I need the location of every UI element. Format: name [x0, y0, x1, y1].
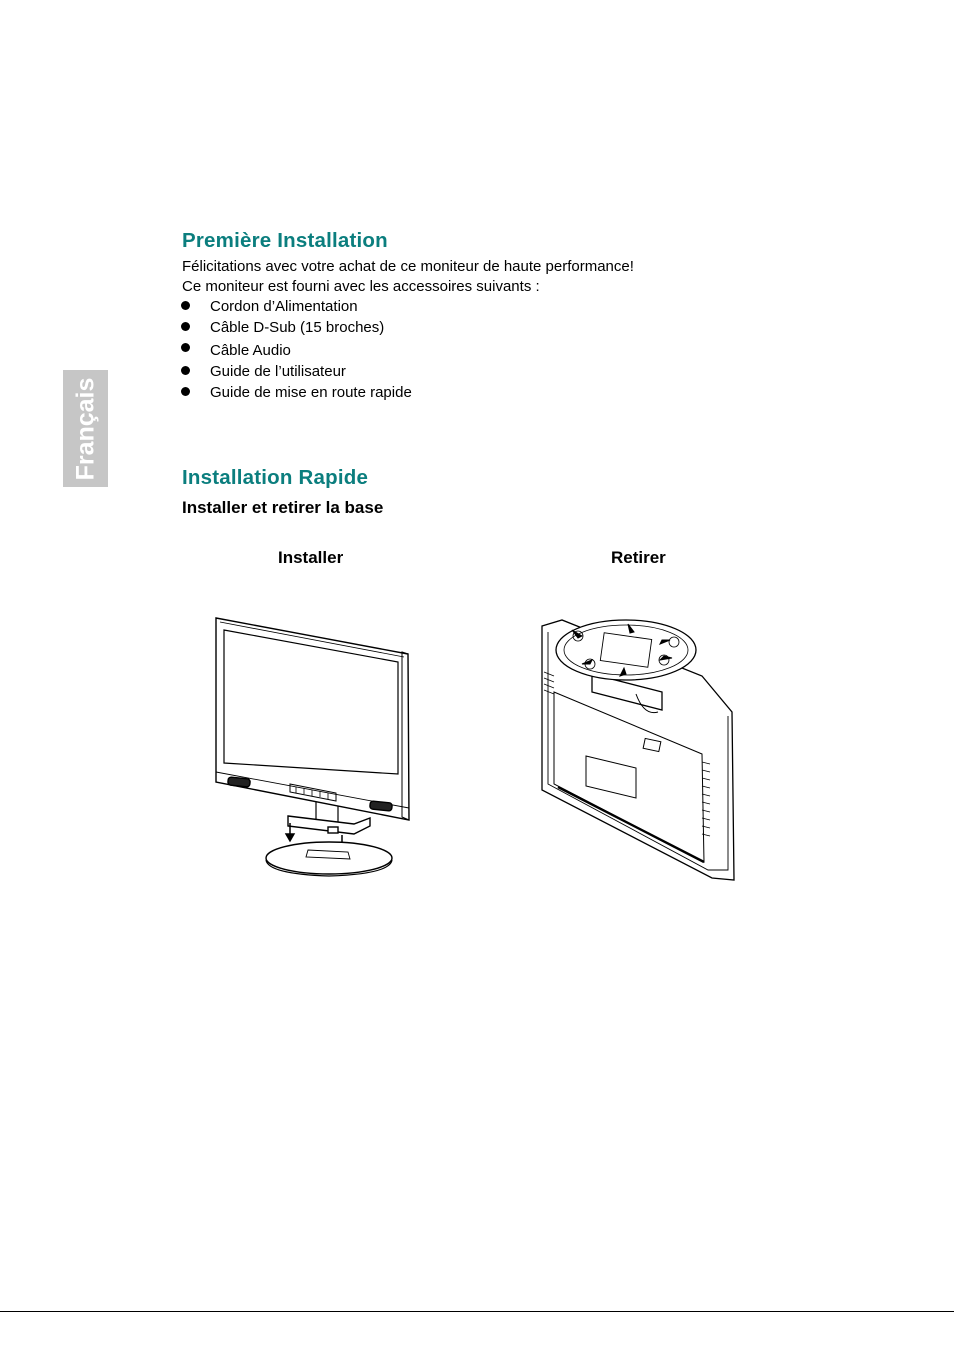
bullet-icon [181, 322, 190, 331]
intro-line-2: Ce moniteur est fourni avec les accessoires suivants : [182, 278, 540, 295]
bullet-icon [181, 343, 190, 352]
monitor-remove-illustration [532, 612, 742, 884]
bullet-icon [181, 387, 190, 396]
language-side-tab [63, 370, 108, 487]
section-title-quick-installation: Installation Rapide [182, 466, 369, 489]
section-title-first-installation: Première Installation [182, 229, 388, 252]
monitor-install-illustration [208, 612, 418, 880]
figure-label-remove: Retirer [611, 548, 666, 567]
figure-label-install: Installer [278, 548, 344, 567]
bullet-icon [181, 301, 190, 310]
language-label: Français [71, 377, 99, 480]
footer-rule [0, 1311, 954, 1312]
subsection-title: Installer et retirer la base [182, 498, 384, 517]
intro-line-1: Félicitations avec votre achat de ce moniteur de haute performance! [182, 258, 634, 275]
bullet-icon [181, 366, 190, 375]
